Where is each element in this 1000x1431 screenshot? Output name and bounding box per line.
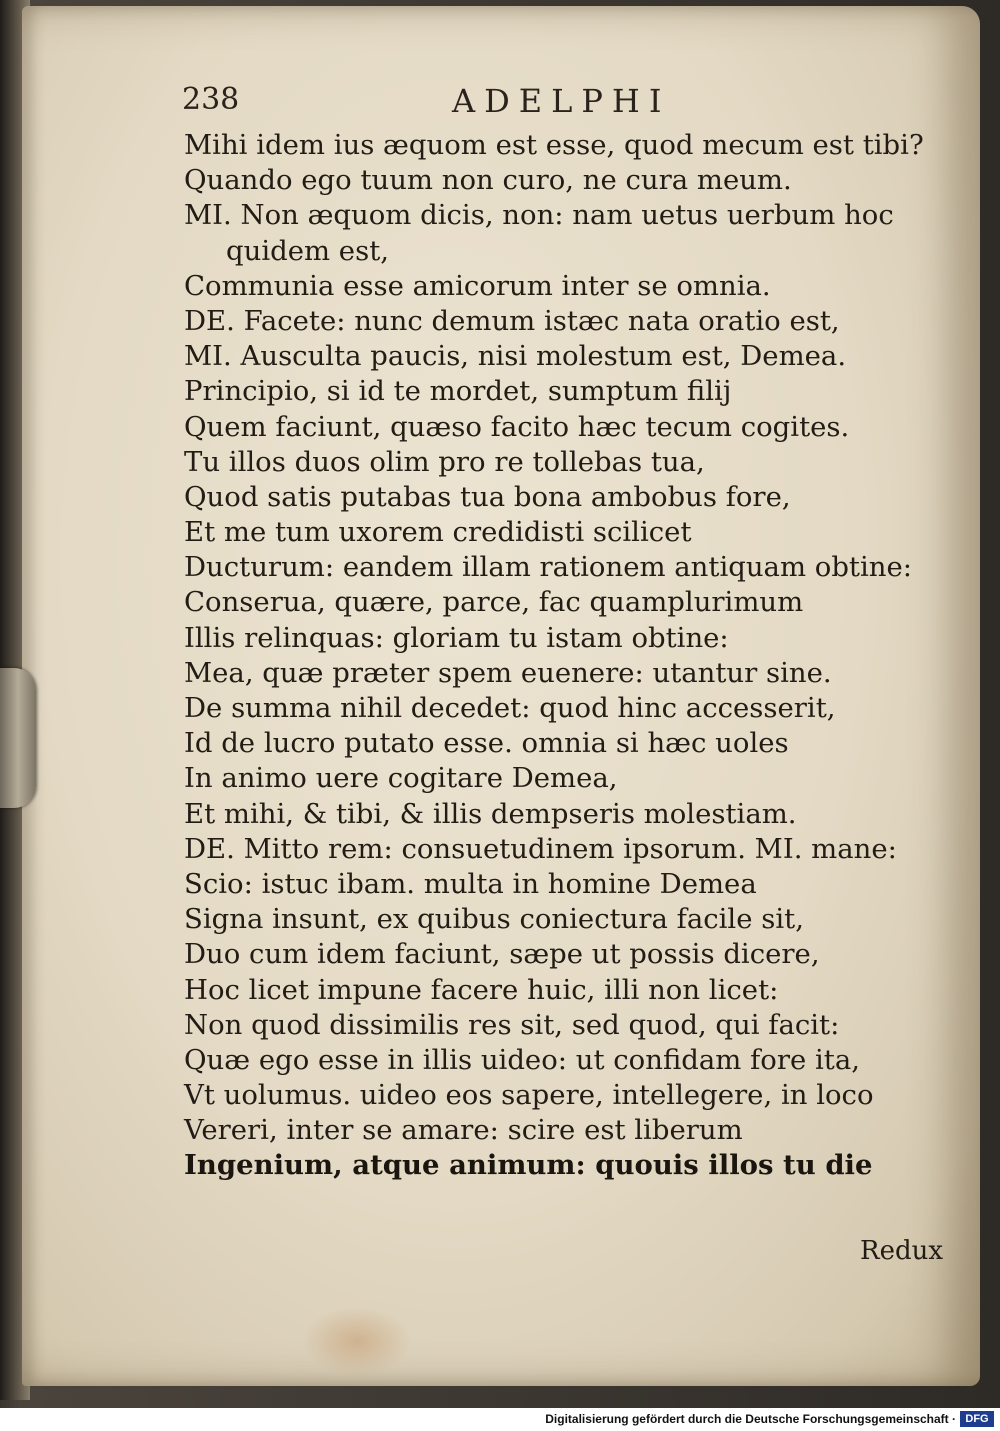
text-line: Tu illos duos olim pro re tollebas tua,	[184, 445, 705, 478]
text-line: Non quod dissimilis res sit, sed quod, qui facit:	[184, 1008, 840, 1041]
text-line: MI. Non æquom dicis, non: nam uetus uerbum hoc	[184, 199, 894, 232]
text-line: MI. Ausculta paucis, nisi molestum est, Demea.	[184, 340, 847, 373]
text-line: Scio: istuc ibam. multa in homine Demea	[184, 867, 757, 900]
text-line: Quæ ego esse in illis uideo: ut confidam fore ita,	[184, 1043, 860, 1076]
text-line: Principio, si id te mordet, sumptum filij	[184, 375, 732, 408]
text-line: Mihi idem ius æquom est esse, quod mecum est tibi?	[184, 129, 924, 161]
text-line: Signa insunt, ex quibus coniectura facile sit,	[184, 903, 804, 936]
text-line: In animo uere cogitare Demea,	[184, 762, 618, 795]
text-line: Hoc licet impune facere huic, illi non licet:	[184, 973, 779, 1006]
catchword: Redux	[860, 1236, 944, 1266]
text-line: Id de lucro putato esse. omnia si hæc uoles	[184, 727, 789, 760]
text-line: Vt uolumus. uideo eos sapere, intellegere, in loco	[184, 1079, 874, 1112]
text-line: Quod satis putabas tua bona ambobus fore,	[184, 480, 791, 513]
text-line: Ingenium, atque animum: quouis illos tu die	[184, 1149, 873, 1182]
text-line: Et me tum uxorem credidisti scilicet	[184, 516, 692, 549]
text-line: quidem est,	[226, 234, 389, 267]
text-line: Communia esse amicorum inter se omnia.	[184, 269, 771, 302]
text-line: Quem faciunt, quæso facito hæc tecum cogites.	[184, 410, 850, 443]
text-line: Quando ego tuum non curo, ne cura meum.	[184, 164, 792, 197]
text-line: DE. Facete: nunc demum istæc nata oratio est,	[184, 304, 840, 337]
text-line: Et mihi, & tibi, & illis dempseris molestiam.	[184, 797, 797, 830]
running-title: ADELPHI	[452, 82, 671, 120]
dfg-logo-icon: DFG	[960, 1411, 994, 1427]
text-block	[184, 128, 924, 1184]
text-line: DE. Mitto rem: consuetudinem ipsorum. MI. mane:	[184, 832, 897, 865]
text-line: Duo cum idem faciunt, sæpe ut possis dicere,	[184, 938, 820, 971]
book-clasp	[0, 668, 36, 808]
text-line: De summa nihil decedet: quod hinc accesserit,	[184, 692, 836, 724]
running-head	[182, 82, 742, 122]
book-page	[22, 6, 980, 1386]
text-line: Illis relinquas: gloriam tu istam obtine:	[184, 621, 729, 654]
text-line: Conserua, quære, parce, fac quamplurimum	[184, 586, 804, 619]
digitization-footer	[0, 1408, 1000, 1431]
page-stain	[302, 1306, 412, 1376]
text-line: Mea, quæ præter spem euenere: utantur sine.	[184, 656, 832, 689]
text-line: Vereri, inter se amare: scire est liberum	[184, 1114, 743, 1147]
text-line: Ducturum: eandem illam rationem antiquam obtine:	[184, 551, 913, 584]
footer-credit: Digitalisierung gefördert durch die Deutsche Forschungsgemeinschaft ·	[545, 1412, 956, 1426]
page-number: 238	[182, 82, 240, 117]
